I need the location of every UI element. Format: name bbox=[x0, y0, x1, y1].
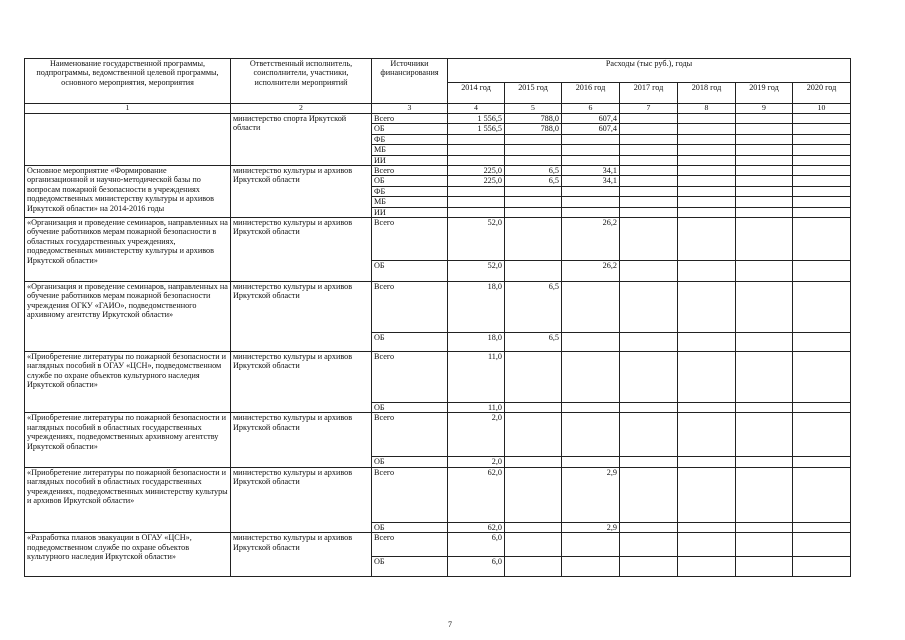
column-number: 7 bbox=[620, 104, 678, 114]
expense-cell: 18,0 bbox=[448, 282, 505, 333]
expense-cell bbox=[793, 522, 851, 532]
budget-sheet bbox=[24, 58, 851, 577]
expense-cell bbox=[505, 522, 562, 532]
expense-cell bbox=[793, 155, 851, 165]
expense-cell bbox=[678, 467, 736, 522]
expense-cell bbox=[448, 207, 505, 217]
funding-source: ОБ bbox=[372, 124, 448, 134]
expense-cell bbox=[678, 186, 736, 196]
expense-cell bbox=[678, 557, 736, 577]
header-expenses: Расходы (тыс руб.), годы bbox=[448, 59, 851, 83]
expense-cell bbox=[793, 557, 851, 577]
expense-cell bbox=[793, 186, 851, 196]
expense-cell bbox=[505, 186, 562, 196]
funding-source: Всего bbox=[372, 533, 448, 557]
funding-source: ОБ bbox=[372, 261, 448, 282]
expense-cell: 6,0 bbox=[448, 557, 505, 577]
expense-cell: 62,0 bbox=[448, 522, 505, 532]
executor-name: министерство культуры и архивов Иркутской области bbox=[231, 413, 372, 467]
header-year: 2015 год bbox=[505, 83, 562, 104]
expense-cell bbox=[793, 134, 851, 144]
expense-cell: 2,9 bbox=[562, 467, 620, 522]
expense-cell bbox=[620, 533, 678, 557]
expense-cell bbox=[678, 413, 736, 457]
header-name: Наименование государственной программы, подпрограммы, ведомственной целевой программы, основного мероприятия, мероприятия bbox=[25, 59, 231, 104]
expense-cell bbox=[736, 261, 793, 282]
expense-cell bbox=[736, 522, 793, 532]
activity-name: «Организация и проведение семинаров, направленных на обучение работников мерам пожарной безопасности в областных государственных учреждениях, подведомственных министерству культуры и архивов Иркутской области» bbox=[25, 218, 231, 282]
expense-cell bbox=[793, 166, 851, 176]
table-row bbox=[25, 114, 851, 124]
expense-cell: 225,0 bbox=[448, 176, 505, 186]
column-number: 4 bbox=[448, 104, 505, 114]
expense-cell bbox=[620, 413, 678, 457]
expense-cell bbox=[448, 134, 505, 144]
expense-cell: 18,0 bbox=[448, 333, 505, 352]
funding-source: ОБ bbox=[372, 457, 448, 467]
column-number: 10 bbox=[793, 104, 851, 114]
funding-source: Всего bbox=[372, 467, 448, 522]
executor-name: министерство культуры и архивов Иркутской области bbox=[231, 218, 372, 282]
expense-cell bbox=[505, 145, 562, 155]
expense-cell bbox=[678, 403, 736, 413]
expense-cell bbox=[505, 155, 562, 165]
expense-cell bbox=[620, 155, 678, 165]
expense-cell bbox=[678, 176, 736, 186]
expense-cell bbox=[562, 533, 620, 557]
expense-cell bbox=[678, 145, 736, 155]
expense-cell bbox=[678, 522, 736, 532]
expense-cell bbox=[678, 261, 736, 282]
expense-cell: 1 556,5 bbox=[448, 124, 505, 134]
expense-cell bbox=[562, 282, 620, 333]
expense-cell bbox=[620, 145, 678, 155]
expense-cell: 6,5 bbox=[505, 282, 562, 333]
expense-cell: 1 556,5 bbox=[448, 114, 505, 124]
expense-cell bbox=[678, 457, 736, 467]
expense-cell bbox=[448, 145, 505, 155]
expense-cell bbox=[793, 533, 851, 557]
funding-source: ОБ bbox=[372, 557, 448, 577]
expense-cell bbox=[620, 282, 678, 333]
expense-cell bbox=[793, 197, 851, 207]
activity-name: «Разработка планов эвакуации в ОГАУ «ЦСН», подведомственном службе по охране объектов культурного наследия Иркутской области» bbox=[25, 533, 231, 577]
expense-cell bbox=[620, 261, 678, 282]
expense-cell bbox=[678, 114, 736, 124]
expense-cell bbox=[793, 261, 851, 282]
expense-cell bbox=[736, 457, 793, 467]
expense-cell bbox=[505, 134, 562, 144]
expense-cell: 11,0 bbox=[448, 403, 505, 413]
expense-cell bbox=[505, 197, 562, 207]
expense-cell bbox=[678, 218, 736, 261]
expense-cell bbox=[793, 145, 851, 155]
activity-name: «Приобретение литературы по пожарной безопасности и наглядных пособий в областных государственных учреждениях, подведомственных архивному агентству Иркутской области» bbox=[25, 413, 231, 467]
expense-cell bbox=[562, 413, 620, 457]
expense-cell: 2,0 bbox=[448, 457, 505, 467]
expense-cell bbox=[620, 403, 678, 413]
expense-cell: 62,0 bbox=[448, 467, 505, 522]
column-number: 2 bbox=[231, 104, 372, 114]
expense-cell: 52,0 bbox=[448, 218, 505, 261]
activity-name: «Приобретение литературы по пожарной безопасности и наглядных пособий в ОГАУ «ЦСН», подведомственном службе по охране объектов культурного наследия Иркутской области» bbox=[25, 352, 231, 413]
table-row bbox=[25, 282, 851, 333]
expense-cell bbox=[736, 218, 793, 261]
funding-source: Всего bbox=[372, 218, 448, 261]
expense-cell bbox=[620, 186, 678, 196]
expense-cell: 788,0 bbox=[505, 114, 562, 124]
funding-source: Всего bbox=[372, 114, 448, 124]
expense-cell bbox=[736, 413, 793, 457]
funding-source: ИИ bbox=[372, 155, 448, 165]
table-row bbox=[25, 166, 851, 176]
expense-cell bbox=[678, 533, 736, 557]
header-source: Источники финансирования bbox=[372, 59, 448, 104]
activity-name: «Организация и проведение семинаров, направленных на обучение работников мерам пожарной безопасности учреждения ОГКУ «ГАИО», подведомственного архивному агентству Иркутской области» bbox=[25, 282, 231, 352]
expense-cell bbox=[793, 467, 851, 522]
expense-cell bbox=[793, 352, 851, 403]
expense-cell: 6,5 bbox=[505, 176, 562, 186]
expense-cell bbox=[736, 134, 793, 144]
expense-cell: 26,2 bbox=[562, 218, 620, 261]
header-year: 2016 год bbox=[562, 83, 620, 104]
expense-cell bbox=[793, 176, 851, 186]
expense-cell bbox=[736, 166, 793, 176]
expense-cell bbox=[793, 457, 851, 467]
expense-cell: 26,2 bbox=[562, 261, 620, 282]
expense-cell bbox=[736, 557, 793, 577]
funding-source: МБ bbox=[372, 145, 448, 155]
table-row bbox=[25, 533, 851, 557]
expense-cell: 11,0 bbox=[448, 352, 505, 403]
expense-cell: 2,9 bbox=[562, 522, 620, 532]
expense-cell bbox=[736, 155, 793, 165]
expense-cell bbox=[736, 403, 793, 413]
expense-cell bbox=[736, 333, 793, 352]
expense-cell bbox=[448, 186, 505, 196]
table-row bbox=[25, 413, 851, 457]
expense-cell bbox=[562, 333, 620, 352]
activity-name: Основное мероприятие «Формирование организационной и научно-методической базы по вопросам пожарной безопасности в учреждениях подведомственных министерству культуры и архивов Иркутской области» на 2014-2016 годы bbox=[25, 166, 231, 218]
expense-cell bbox=[678, 352, 736, 403]
expense-cell bbox=[620, 134, 678, 144]
expense-cell bbox=[505, 261, 562, 282]
expense-cell bbox=[620, 124, 678, 134]
expense-cell: 6,5 bbox=[505, 166, 562, 176]
table-row bbox=[25, 218, 851, 261]
expense-cell bbox=[505, 533, 562, 557]
expense-cell bbox=[620, 333, 678, 352]
expense-cell bbox=[620, 207, 678, 217]
expense-cell: 225,0 bbox=[448, 166, 505, 176]
header-year: 2019 год bbox=[736, 83, 793, 104]
expense-cell bbox=[562, 197, 620, 207]
funding-source: ИИ bbox=[372, 207, 448, 217]
expense-cell bbox=[562, 207, 620, 217]
funding-source: Всего bbox=[372, 413, 448, 457]
expense-cell: 34,1 bbox=[562, 166, 620, 176]
expense-cell bbox=[620, 457, 678, 467]
executor-name: министерство культуры и архивов Иркутской области bbox=[231, 467, 372, 532]
funding-source: ФБ bbox=[372, 186, 448, 196]
expense-cell bbox=[736, 467, 793, 522]
expense-cell bbox=[736, 207, 793, 217]
funding-source: МБ bbox=[372, 197, 448, 207]
funding-source: Всего bbox=[372, 352, 448, 403]
expense-cell bbox=[620, 176, 678, 186]
funding-source: ОБ bbox=[372, 333, 448, 352]
header-year: 2017 год bbox=[620, 83, 678, 104]
expense-cell bbox=[736, 145, 793, 155]
table-row bbox=[25, 467, 851, 522]
executor-name: министерство культуры и архивов Иркутской области bbox=[231, 533, 372, 577]
expense-cell: 52,0 bbox=[448, 261, 505, 282]
expense-cell bbox=[678, 207, 736, 217]
header-executor: Ответственный исполнитель, соисполнители, участники, исполнители мероприятий bbox=[231, 59, 372, 104]
expense-cell bbox=[448, 155, 505, 165]
expense-cell bbox=[562, 457, 620, 467]
expense-cell bbox=[505, 207, 562, 217]
expense-cell: 607,4 bbox=[562, 114, 620, 124]
executor-name: министерство культуры и архивов Иркутской области bbox=[231, 352, 372, 413]
expense-cell bbox=[505, 457, 562, 467]
expense-cell bbox=[678, 333, 736, 352]
expense-cell bbox=[562, 352, 620, 403]
activity-name bbox=[25, 114, 231, 166]
expense-cell bbox=[793, 333, 851, 352]
funding-source: ОБ bbox=[372, 176, 448, 186]
column-number: 9 bbox=[736, 104, 793, 114]
expense-cell bbox=[793, 207, 851, 217]
column-number: 3 bbox=[372, 104, 448, 114]
activity-name: «Приобретение литературы по пожарной безопасности и наглядных пособий в областных государственных учреждениях, подведомственных министерству культуры и архивов Иркутской области» bbox=[25, 467, 231, 532]
expense-cell bbox=[562, 145, 620, 155]
funding-source: Всего bbox=[372, 282, 448, 333]
expense-cell bbox=[620, 522, 678, 532]
expense-cell bbox=[505, 218, 562, 261]
expense-cell bbox=[793, 413, 851, 457]
expense-cell bbox=[505, 557, 562, 577]
header-year: 2014 год bbox=[448, 83, 505, 104]
header-year: 2020 год bbox=[793, 83, 851, 104]
expense-cell bbox=[678, 166, 736, 176]
funding-source: ОБ bbox=[372, 522, 448, 532]
expense-cell bbox=[793, 218, 851, 261]
expense-cell bbox=[678, 124, 736, 134]
expense-cell: 6,5 bbox=[505, 333, 562, 352]
expense-cell bbox=[505, 467, 562, 522]
expense-cell bbox=[562, 134, 620, 144]
budget-table bbox=[24, 58, 851, 577]
expense-cell bbox=[620, 218, 678, 261]
expense-cell bbox=[448, 197, 505, 207]
expense-cell bbox=[736, 282, 793, 333]
expense-cell bbox=[620, 352, 678, 403]
expense-cell bbox=[562, 557, 620, 577]
header-year: 2018 год bbox=[678, 83, 736, 104]
expense-cell bbox=[793, 282, 851, 333]
expense-cell bbox=[793, 114, 851, 124]
expense-cell bbox=[678, 197, 736, 207]
executor-name: министерство культуры и архивов Иркутской области bbox=[231, 166, 372, 218]
executor-name: министерство культуры и архивов Иркутской области bbox=[231, 282, 372, 352]
expense-cell bbox=[505, 352, 562, 403]
expense-cell bbox=[736, 186, 793, 196]
expense-cell bbox=[505, 413, 562, 457]
expense-cell: 607,4 bbox=[562, 124, 620, 134]
column-number: 1 bbox=[25, 104, 231, 114]
column-number: 6 bbox=[562, 104, 620, 114]
expense-cell bbox=[678, 134, 736, 144]
expense-cell bbox=[620, 166, 678, 176]
expense-cell bbox=[793, 403, 851, 413]
expense-cell bbox=[736, 197, 793, 207]
expense-cell bbox=[620, 197, 678, 207]
column-number: 8 bbox=[678, 104, 736, 114]
expense-cell bbox=[736, 114, 793, 124]
table-row bbox=[25, 352, 851, 403]
funding-source: ФБ bbox=[372, 134, 448, 144]
expense-cell bbox=[678, 282, 736, 333]
expense-cell bbox=[793, 124, 851, 134]
expense-cell bbox=[562, 403, 620, 413]
expense-cell bbox=[562, 155, 620, 165]
expense-cell bbox=[620, 557, 678, 577]
funding-source: Всего bbox=[372, 166, 448, 176]
expense-cell bbox=[505, 403, 562, 413]
expense-cell: 2,0 bbox=[448, 413, 505, 457]
expense-cell bbox=[736, 124, 793, 134]
expense-cell bbox=[620, 467, 678, 522]
column-number: 5 bbox=[505, 104, 562, 114]
executor-name: министерство спорта Иркутской области bbox=[231, 114, 372, 166]
expense-cell: 788,0 bbox=[505, 124, 562, 134]
expense-cell bbox=[620, 114, 678, 124]
expense-cell bbox=[736, 352, 793, 403]
expense-cell bbox=[736, 533, 793, 557]
expense-cell bbox=[562, 186, 620, 196]
expense-cell bbox=[736, 176, 793, 186]
expense-cell: 6,0 bbox=[448, 533, 505, 557]
expense-cell: 34,1 bbox=[562, 176, 620, 186]
funding-source: ОБ bbox=[372, 403, 448, 413]
expense-cell bbox=[678, 155, 736, 165]
page-number: 7 bbox=[448, 620, 452, 629]
